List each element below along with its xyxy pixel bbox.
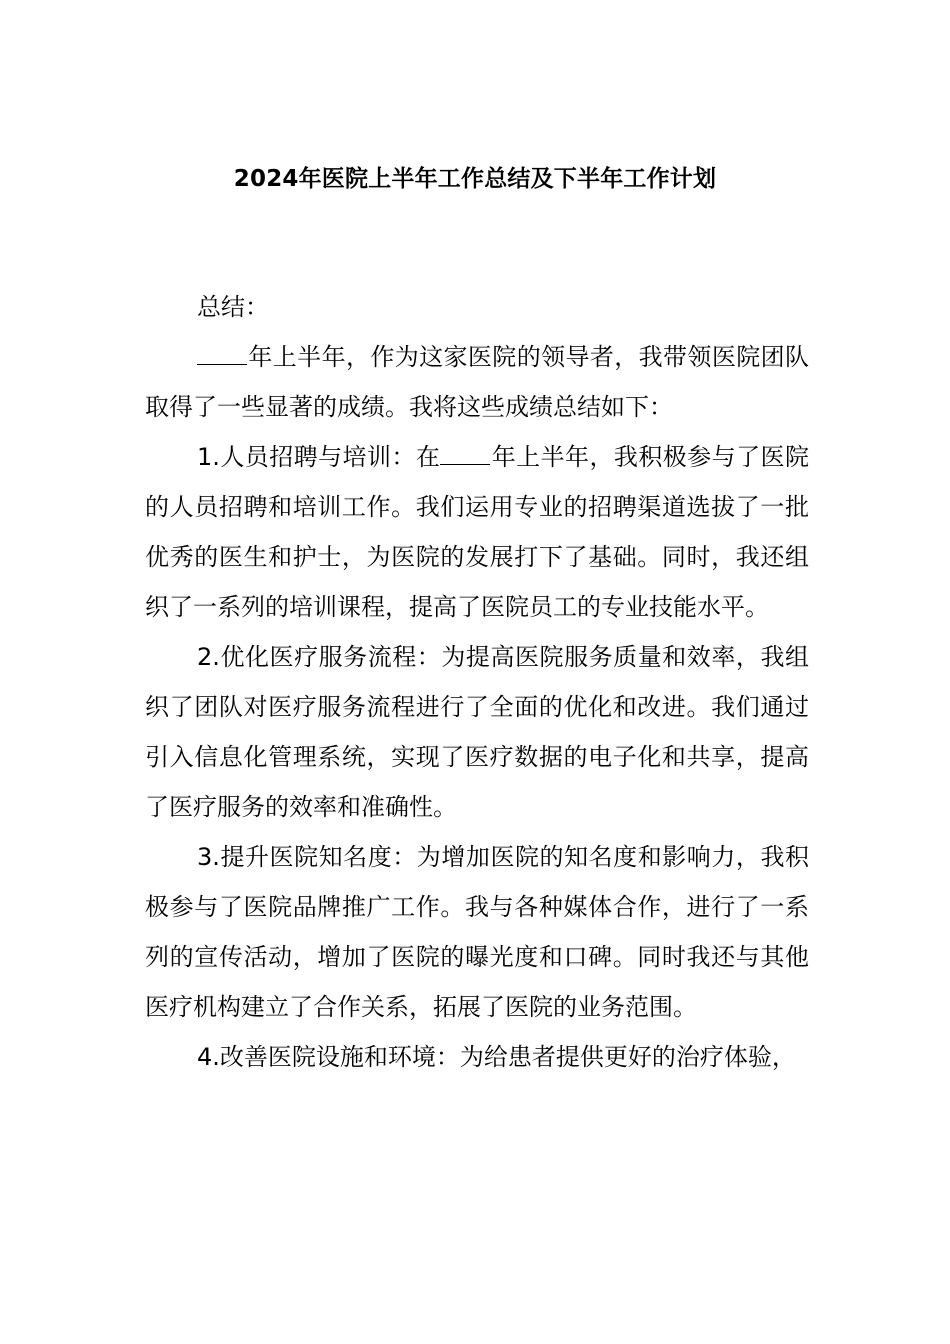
item-4-paragraph: 4.改善医院设施和环境：为给患者提供更好的治疗体验，	[197, 1043, 796, 1071]
item-1-lead: 1.人员招聘与培训：在	[197, 443, 441, 471]
section-heading: 总结：	[197, 293, 269, 321]
intro-text: 年上半年，作为这家医院的领导者，我带领医院团队取得了一些显著的成绩。我将这些成绩总结如下：	[145, 343, 809, 421]
item-1-paragraph	[145, 432, 809, 632]
item-2-paragraph: 2.优化医疗服务流程：为提高医院服务质量和效率，我组织了团队对医疗服务流程进行了全面的优化和改进。我们通过引入信息化管理系统，实现了医疗数据的电子化和共享，提高了医疗服务的效率和准确性。	[145, 643, 809, 821]
year-blank	[440, 440, 490, 465]
intro-paragraph	[145, 332, 809, 432]
year-blank	[197, 340, 247, 365]
document-title: 2024年医院上半年工作总结及下半年工作计划	[233, 166, 717, 192]
document-body	[145, 282, 809, 1082]
item-3-paragraph: 3.提升医院知名度：为增加医院的知名度和影响力，我积极参与了医院品牌推广工作。我与各种媒体合作，进行了一系列的宣传活动，增加了医院的曝光度和口碑。同时我还与其他医疗机构建立了合作关系，拓展了医院的业务范围。	[145, 843, 809, 1021]
item-1-text: 年上半年，我积极参与了医院的人员招聘和培训工作。我们运用专业的招聘渠道选拔了一批优秀的医生和护士，为医院的发展打下了基础。同时，我还组织了一系列的培训课程，提高了医院员工的专业技能水平。	[145, 443, 810, 621]
